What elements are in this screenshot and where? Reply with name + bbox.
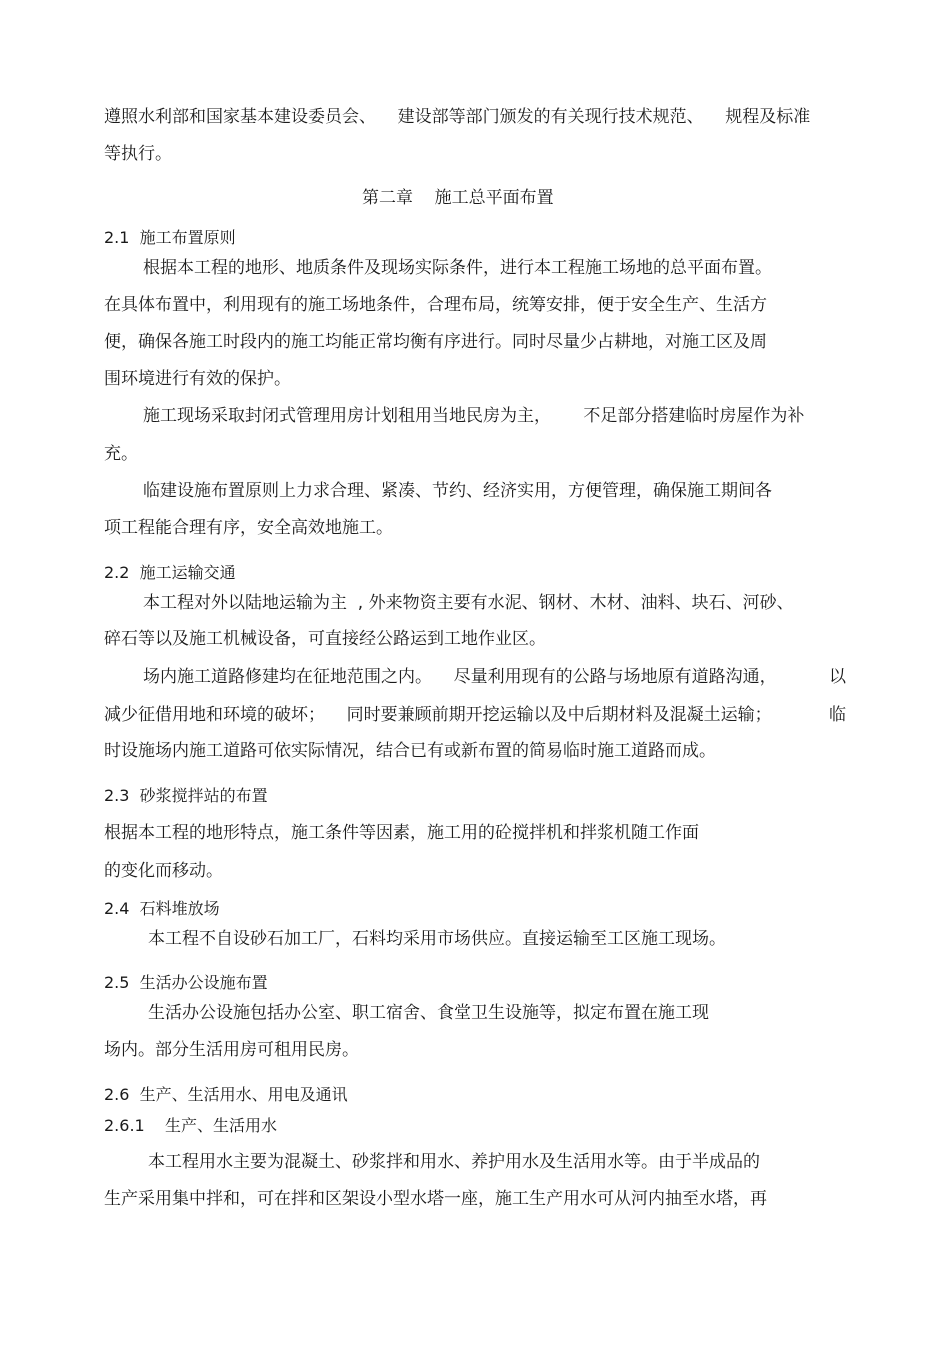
paragraph-line: 本工程不自设砂石加工厂，石料均采用市场供应。直接运输至工区施工现场。: [148, 929, 726, 949]
section-heading-2-6: 2.6 生产、生活用水、用电及通讯: [104, 1085, 348, 1104]
paragraph-line: 碎石等以及施工机械设备，可直接经公路运到工地作业区。: [104, 629, 546, 649]
chapter-title: 第二章 施工总平面布置: [362, 188, 554, 208]
section-heading-2-1: 2.1 施工布置原则: [104, 228, 236, 247]
paragraph-line: 充。: [104, 444, 138, 464]
paragraph-line: 减少征借用地和环境的破坏； 同时要兼顾前期开挖运输以及中后期材料及混凝土运输；: [104, 705, 772, 725]
paragraph-line: 生产采用集中拌和，可在拌和区架设小型水塔一座，施工生产用水可从河内抽至水塔，再: [104, 1189, 767, 1209]
paragraph-line: 场内。部分生活用房可租用民房。: [104, 1040, 359, 1060]
paragraph-line: 根据本工程的地形、地质条件及现场实际条件，进行本工程施工场地的总平面布置。: [143, 258, 772, 278]
paragraph-line: 施工现场采取封闭式管理用房计划租用当地民房为主， 不足部分搭建临时房屋作为补: [143, 406, 805, 426]
paragraph-line: 根据本工程的地形特点，施工条件等因素，施工用的砼搅拌机和拌浆机随工作面: [104, 823, 699, 843]
intro-line-2: 等执行。: [104, 144, 172, 164]
section-heading-2-4: 2.4 石料堆放场: [104, 899, 220, 918]
paragraph-line: 临建设施布置原则上力求合理、紧凑、节约、经济实用，方便管理，确保施工期间各: [143, 481, 772, 501]
paragraph-line: 本工程用水主要为混凝土、砂浆拌和用水、养护用水及生活用水等。由于半成品的: [148, 1152, 760, 1172]
paragraph-line: 场内施工道路修建均在征地范围之内。 尽量利用现有的公路与场地原有道路沟通，: [143, 667, 777, 687]
paragraph-line: 便，确保各施工时段内的施工均能正常均衡有序进行。同时尽量少占耕地，对施工区及周: [104, 332, 767, 352]
paragraph-line: 项工程能合理有序，安全高效地施工。: [104, 518, 393, 538]
paragraph-line: 在具体布置中，利用现有的施工场地条件，合理布局，统筹安排，便于安全生产、生活方: [104, 295, 767, 315]
section-heading-2-5: 2.5 生活办公设施布置: [104, 973, 268, 992]
paragraph-line: 的变化而移动。: [104, 861, 223, 881]
intro-line-1: 遵照水利部和国家基本建设委员会、 建设部等部门颁发的有关现行技术规范、 规程及标准: [104, 107, 811, 127]
paragraph-line: 本工程对外以陆地运输为主 , 外来物资主要有水泥、钢材、木材、油料、块石、河砂、: [143, 593, 794, 613]
paragraph-line: 围环境进行有效的保护。: [104, 369, 291, 389]
section-heading-2-2: 2.2 施工运输交通: [104, 563, 236, 582]
paragraph-line: 时设施场内施工道路可依实际情况，结合已有或新布置的简易临时施工道路而成。: [104, 741, 716, 761]
paragraph-line: 临: [829, 705, 846, 725]
paragraph-line: 以: [829, 667, 846, 687]
subsection-heading-2-6-1: 2.6.1 生产、生活用水: [104, 1116, 278, 1135]
section-heading-2-3: 2.3 砂浆搅拌站的布置: [104, 786, 268, 805]
paragraph-line: 生活办公设施包括办公室、职工宿舍、食堂卫生设施等，拟定布置在施工现: [148, 1003, 709, 1023]
